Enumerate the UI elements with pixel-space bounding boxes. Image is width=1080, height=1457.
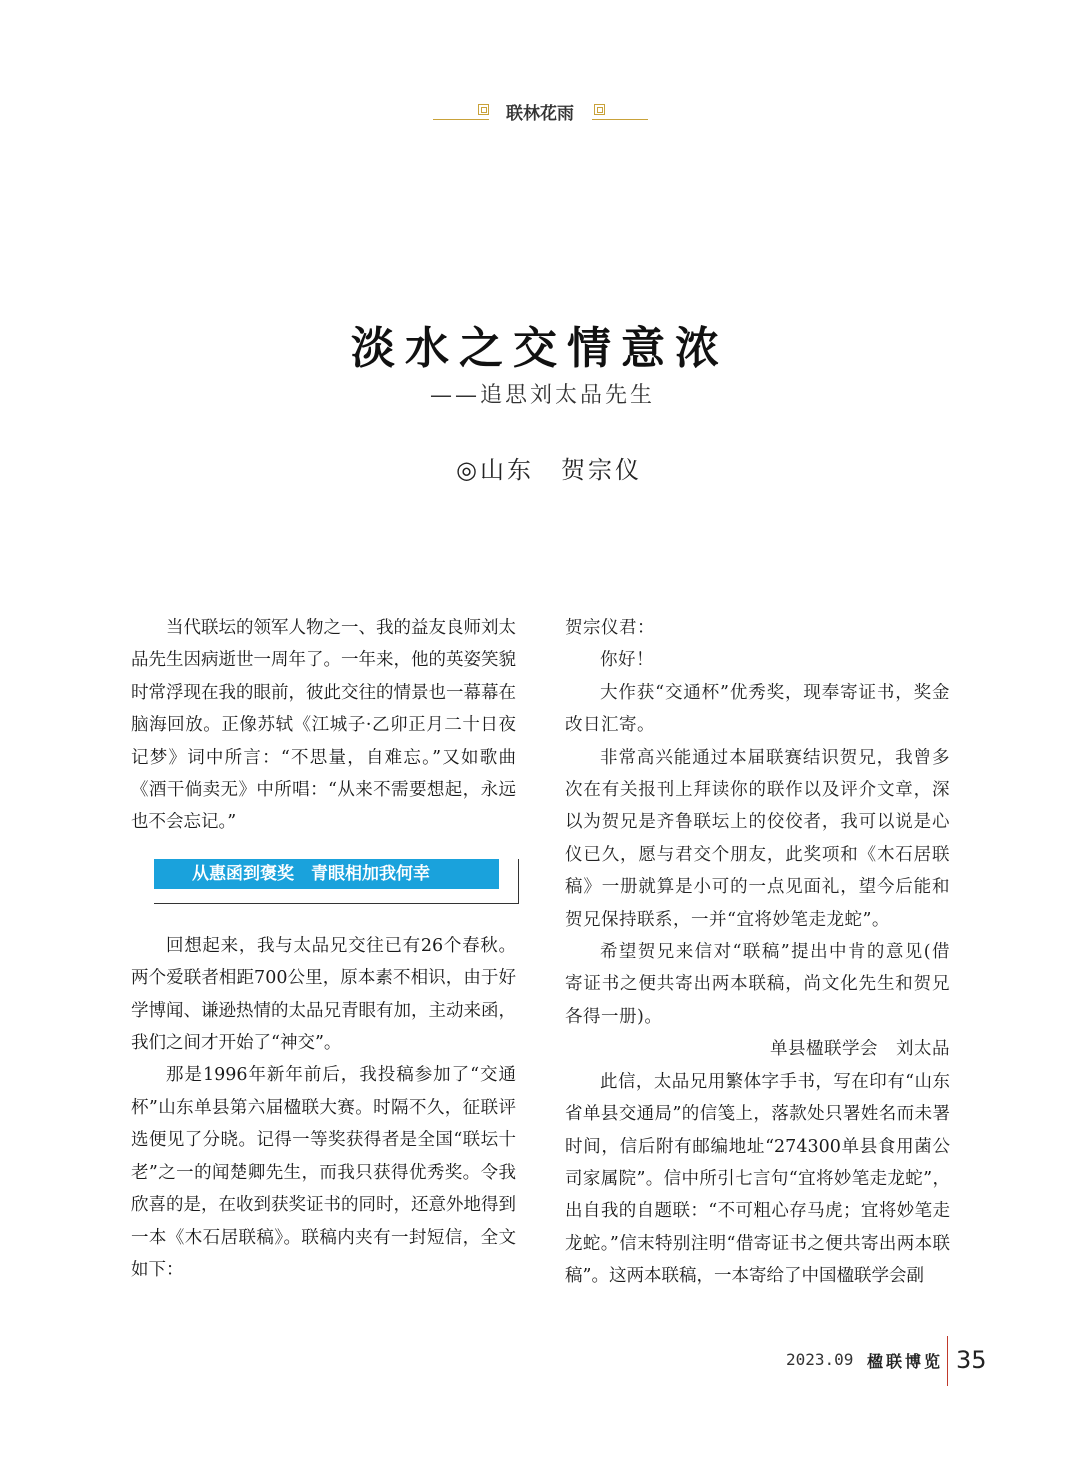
body-paragraph: 那是1996年新年前后，我投稿参加了“交通杯”山东单县第六届楹联大赛。时隔不久，征联评选便见了分晓。记得一等奖获得者是全国“联坛十老”之一的闻楚卿先生，而我只获得优秀奖。令我欣喜的是，在收到获奖证书的同时，还意外地得到一本《木石居联稿》。联稿内夹有一封短信，全文如下： [131, 1065, 516, 1280]
intro-paragraph: 当代联坛的领军人物之一、我的益友良师刘太品先生因病逝世一周年了。一年来，他的英姿笑貌时常浮现在我的眼前，彼此交往的情景也一幕幕在脑海回放。正像苏轼《江城子·乙卯正月二十日夜记梦》词中所言：“不思量，自难忘。”又如歌曲《酒干倘卖无》中所唱：“从来不需要想起，永远也不会忘记。” [131, 618, 516, 833]
left-column [131, 612, 516, 1286]
letter-signature: 单县楹联学会 刘太品 [770, 1039, 950, 1060]
section-heading: 从惠函到褒奖 青眼相加我何幸 [154, 859, 499, 889]
letter-paragraph: 非常高兴能通过本届联赛结识贺兄，我曾多次在有关报刊上拜读你的联作以及评介文章，深以为贺兄是齐鲁联坛上的佼佼者，我可以说是心仪已久，愿与君交个朋友，此奖项和《木石居联稿》一册就算是小可的一点见面礼，望今后能和贺兄保持联系，一并“宜将妙笔走龙蛇”。 [565, 747, 950, 930]
ornament-knot-icon [478, 104, 489, 115]
tag-line-left [433, 119, 489, 120]
article-subtitle: ——追思刘太品先生 [430, 383, 656, 408]
page-number: 35 [956, 1346, 987, 1374]
tag-line-right [592, 119, 648, 120]
letter-paragraph: 大作获“交通杯”优秀奖，现奉寄证书，奖金改日汇寄。 [565, 682, 950, 736]
body-paragraph: 此信，太品兄用繁体字手书，写在印有“山东省单县交通局”的信笺上，落款处只署姓名而未署时间，信后附有邮编地址“274300单县食用菌公司家属院”。信中所引七言句“宜将妙笔走龙蛇”，出自我的自题联：“不可粗心存马虎；宜将妙笔走龙蛇。”信末特别注明“借寄证书之便共寄出两本联稿”。这两本联稿，一本寄给了中国楹联学会副 [565, 1071, 950, 1287]
byline: ◎山东 贺宗仪 [456, 456, 642, 484]
footer-divider [947, 1336, 948, 1386]
issue-date: 2023.09 [786, 1350, 854, 1369]
letter-greeting: 你好！ [600, 650, 654, 671]
body-paragraph: 回想起来，我与太品兄交往已有26个春秋。两个爱联者相距700公里，原本素不相识，由于好学博闻、谦逊热情的太品兄青眼有加，主动来函，我们之间才开始了“神交”。 [131, 935, 516, 1054]
right-column [565, 612, 950, 1293]
ornament-knot-icon [594, 104, 605, 115]
section-heading-box [154, 859, 519, 904]
column-tag [0, 95, 1080, 131]
letter-salutation: 贺宗仪君： [565, 618, 655, 638]
article-title: 淡水之交情意浓 [351, 323, 729, 374]
letter-paragraph: 希望贺兄来信对“联稿”提出中肯的意见(借寄证书之便共寄出两本联稿，尚文化先生和贺兄各得一册)。 [565, 942, 950, 1027]
magazine-name: 楹联博览 [867, 1352, 944, 1371]
column-tag-label: 联林花雨 [506, 104, 574, 124]
